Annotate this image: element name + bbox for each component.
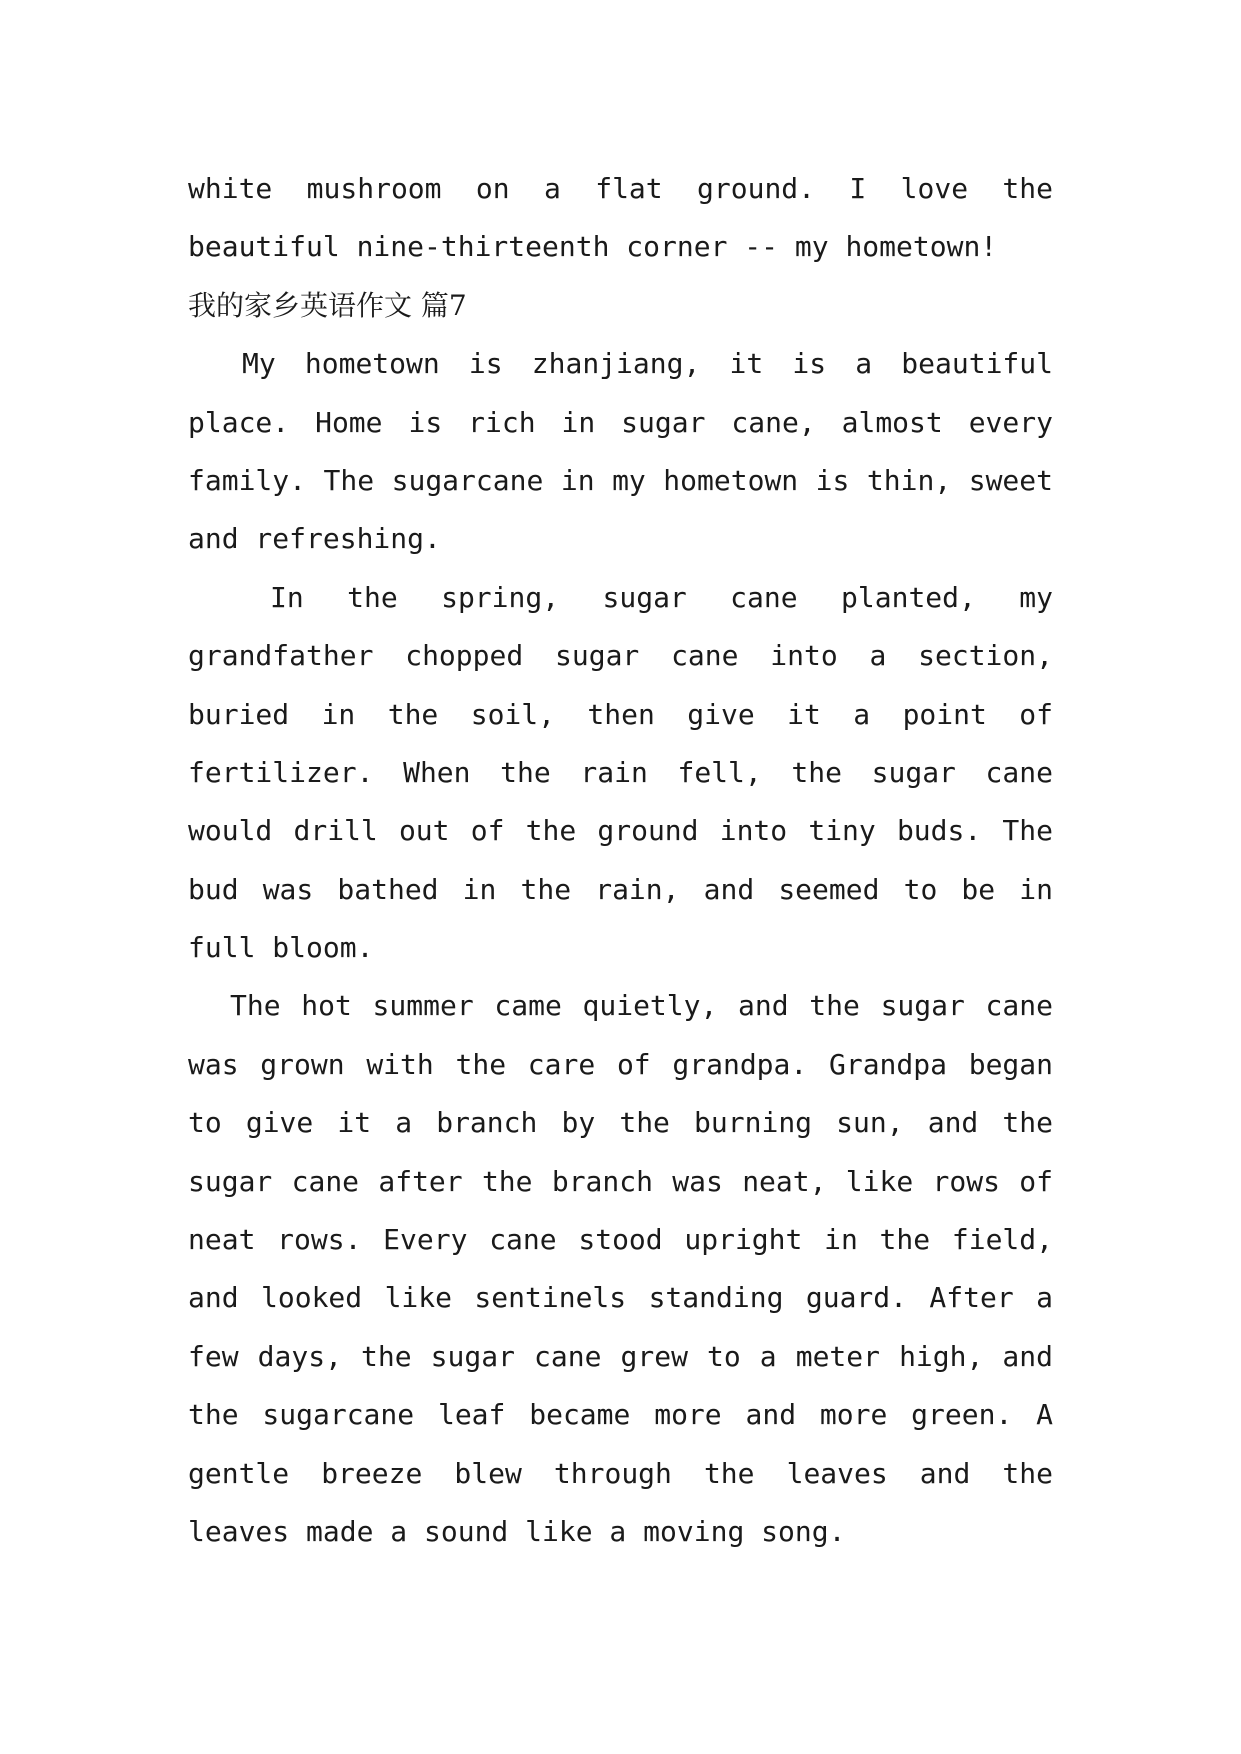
text-line: sugar cane after the branch was neat, like rows of	[188, 1164, 1053, 1198]
text-line: would drill out of the ground into tiny buds. The	[188, 814, 1053, 848]
text-line: white mushroom on a flat ground. I love the	[188, 172, 1053, 205]
text-line: family. The sugarcane in my hometown is thin, sweet	[188, 463, 1053, 497]
paragraph-first-line: The hot summer came quietly, and the sugar cane	[230, 989, 1053, 1023]
section-heading: 我的家乡英语作文 篇7	[188, 288, 467, 322]
text-line: neat rows. Every cane stood upright in the field,	[188, 1223, 1053, 1257]
text-line: fertilizer. When the rain fell, the sugar cane	[188, 755, 1053, 789]
text-line: beautiful nine-thirteenth corner -- my hometown!	[188, 230, 998, 264]
text-line: and looked like sentinels standing guard. After a	[188, 1281, 1053, 1315]
text-line: to give it a branch by the burning sun, and the	[188, 1106, 1053, 1140]
text-line: bud was bathed in the rain, and seemed to be in	[188, 872, 1053, 906]
text-line: and refreshing.	[188, 522, 441, 556]
paragraph-first-line: In the spring, sugar cane planted, my	[270, 580, 1053, 614]
text-line: gentle breeze blew through the leaves and the	[188, 1456, 1053, 1490]
text-line: was grown with the care of grandpa. Grandpa began	[188, 1047, 1053, 1081]
text-line: full bloom.	[188, 931, 374, 965]
text-line: few days, the sugar cane grew to a meter high, and	[188, 1339, 1053, 1373]
text-line: buried in the soil, then give it a point of	[188, 697, 1053, 731]
text-line: place. Home is rich in sugar cane, almost every	[188, 405, 1053, 439]
text-line: leaves made a sound like a moving song.	[188, 1514, 846, 1548]
document-page	[188, 160, 1053, 1561]
text-line: the sugarcane leaf became more and more green. A	[188, 1398, 1053, 1432]
paragraph-first-line: My hometown is zhanjiang, it is a beautiful	[242, 347, 1053, 381]
text-line: grandfather chopped sugar cane into a section,	[188, 639, 1053, 673]
